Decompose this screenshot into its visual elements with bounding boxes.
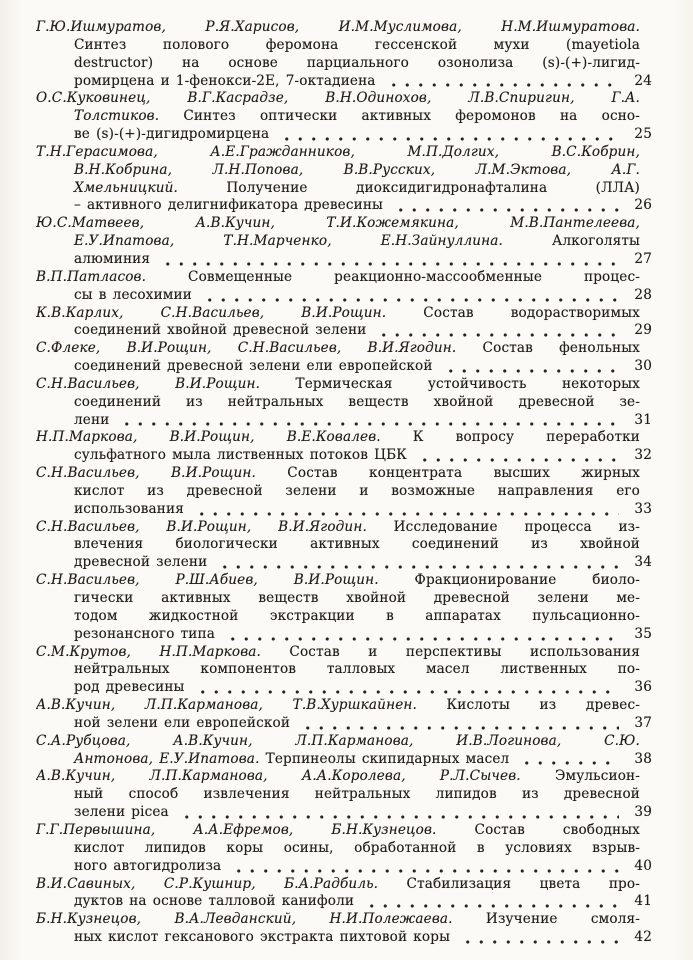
- toc-line: [36, 429, 652, 447]
- page-number: 24: [634, 72, 652, 89]
- toc-line-with-page: [36, 251, 652, 269]
- dot-leader: [194, 690, 620, 694]
- line-text: [74, 251, 150, 269]
- dot-leader: [442, 369, 619, 373]
- page-number: 37: [634, 714, 652, 731]
- toc-entry: [36, 376, 652, 430]
- title-text: Состав концентрата высших жирных: [255, 465, 640, 482]
- title-text: Состав свободных: [436, 821, 640, 838]
- title-text: Исследование процесса из-: [366, 518, 640, 535]
- dot-leader: [224, 637, 619, 641]
- toc-line: [36, 305, 652, 323]
- toc-line: [36, 108, 652, 126]
- authors-text: С.Н.Васильев, В.И.Рощин.: [36, 465, 256, 482]
- title-text: Синтез полового феромона гессенской мухи (mayetiola: [74, 36, 640, 53]
- line-text: [74, 840, 640, 856]
- page-number: 29: [634, 322, 652, 339]
- dot-leader: [230, 869, 619, 873]
- line-text: [36, 697, 640, 713]
- authors-text: Г.Г.Первышина, А.А.Ефремов, Б.Н.Кузнецов.: [36, 821, 437, 838]
- toc-entry: [36, 768, 652, 822]
- authors-text: Е.У.Ипатова, Т.Н.Марченко, Е.Н.Зайнуллина.: [74, 233, 503, 250]
- line-text: [74, 162, 640, 178]
- toc-entry: [36, 876, 652, 912]
- authors-text: Г.Ю.Ишмуратов, Р.Я.Харисов, И.М.Муслимова, Н.М.Ишмуратова.: [36, 19, 640, 35]
- toc-line: [36, 233, 652, 251]
- line-text: [74, 501, 184, 519]
- authors-text: Антонова, Е.У.Ипатова.: [74, 750, 260, 767]
- title-text: зелени picea: [74, 804, 169, 821]
- title-text: ных кислот гексанового экстракта пихтовой коры: [74, 929, 451, 946]
- line-text: [36, 876, 640, 892]
- line-text: [36, 519, 640, 535]
- toc-entry: [36, 269, 652, 305]
- line-text: [36, 429, 640, 445]
- toc-line: [36, 180, 652, 198]
- authors-text: С.А.Рубцова, А.В.Кучин, Л.П.Карманова, И.В.Логинова, С.Ю.: [36, 732, 640, 749]
- toc-line: [36, 911, 652, 929]
- line-text: [74, 447, 407, 465]
- toc-line-with-page: [36, 322, 652, 340]
- toc-line-with-page: [36, 751, 652, 769]
- title-text: Изучение смоля-: [452, 911, 640, 928]
- authors-text: Хмельницкий.: [74, 179, 178, 196]
- toc-entry: [36, 465, 652, 519]
- line-text: [36, 768, 640, 784]
- dot-leader: [118, 422, 619, 426]
- line-text: [36, 144, 640, 160]
- dot-leader: [159, 262, 619, 266]
- authors-text: О.С.Куковинец, В.Г.Касрадзе, В.Н.Одинохов, Л.В.Спиригин, Г.А.: [36, 90, 640, 107]
- toc-line-with-page: [36, 858, 652, 876]
- line-text: [74, 679, 185, 697]
- authors-text: С.Н.Васильев, В.И.Рощин.: [36, 375, 261, 392]
- toc-line: [36, 876, 652, 894]
- dot-leader: [216, 565, 619, 569]
- toc-entry: [36, 822, 652, 876]
- authors-text: Ю.С.Матвеев, А.В.Кучин, Т.И.Кожемякина, М.В.Пантелеева,: [36, 215, 640, 232]
- title-text: древесной зелени: [74, 554, 208, 571]
- line-text: [74, 590, 640, 606]
- line-text: [74, 322, 366, 340]
- title-text: лени: [74, 411, 110, 428]
- page-number: 38: [634, 750, 652, 767]
- toc-line-with-page: [36, 287, 652, 305]
- authors-text: А.В.Кучин, Л.П.Карманова, Т.В.Хуршкайнен.: [36, 697, 417, 714]
- toc-entry: [36, 697, 652, 733]
- page-number: 41: [634, 893, 652, 910]
- toc-line-with-page: [36, 804, 652, 822]
- title-text: алюминия: [74, 250, 151, 267]
- title-text: Совмещенные реакционно-массообменные процес-: [146, 268, 640, 285]
- authors-text: С.М.Крутов, Н.П.Маркова.: [36, 643, 261, 660]
- title-text: Получение диоксидигидронафталина (ЛЛА): [178, 179, 640, 196]
- toc-line: [36, 55, 652, 73]
- line-text: [36, 340, 640, 356]
- page-number: 35: [634, 625, 652, 642]
- title-text: Термическая устойчивость некоторых: [260, 375, 640, 392]
- toc-line: [36, 465, 652, 483]
- line-text: [74, 412, 109, 430]
- line-text: [74, 233, 640, 249]
- line-text: [74, 73, 376, 91]
- dot-leader: [299, 726, 619, 730]
- toc-line: [36, 768, 652, 786]
- line-text: [36, 644, 640, 660]
- title-text: К вопросу переработки: [380, 429, 640, 446]
- line-text: [74, 804, 169, 822]
- title-text: destructor) на основе парциального озонолиза (s)-(+)-лигид-: [74, 54, 640, 71]
- page-number: 26: [634, 197, 652, 214]
- toc-line: [36, 644, 652, 662]
- title-text: Алкоголяты: [503, 233, 641, 250]
- toc-list: [36, 19, 652, 947]
- title-text: кислот из древесной зелени и возможные направления его: [74, 482, 640, 499]
- dot-leader: [201, 298, 619, 302]
- dot-leader: [363, 904, 619, 908]
- toc-line: [36, 19, 652, 37]
- toc-line: [36, 840, 652, 858]
- line-text: [74, 554, 207, 572]
- page-number: 32: [634, 447, 652, 464]
- title-text: Терпинеолы скипидарных масел: [259, 750, 510, 767]
- authors-text: С.Флеке, В.И.Рощин, С.Н.Васильев, В.И.Ягодин.: [36, 340, 457, 357]
- title-text: Синтез оптически активных феромонов на осно-: [159, 108, 640, 125]
- toc-line-with-page: [36, 447, 652, 465]
- toc-line: [36, 483, 652, 501]
- line-text: [36, 90, 640, 106]
- title-text: Состав фенольных: [456, 340, 640, 357]
- line-text: [36, 465, 640, 481]
- title-text: Фракционирование биоло-: [378, 572, 640, 589]
- title-text: соединений древесной зелени ели европейской: [74, 358, 433, 375]
- title-text: род древесины: [74, 679, 185, 696]
- title-text: Стабилизация цвета про-: [378, 875, 640, 892]
- toc-entry: [36, 305, 652, 341]
- toc-line: [36, 340, 652, 358]
- toc-line: [36, 519, 652, 537]
- line-text: [74, 858, 221, 876]
- line-text: [74, 394, 640, 410]
- line-text: [36, 19, 640, 35]
- authors-text: К.В.Карлих, С.Н.Васильев, В.И.Рощин.: [36, 304, 387, 321]
- page-number: 42: [634, 929, 652, 946]
- dot-leader: [193, 512, 619, 516]
- authors-text: С.Н.Васильев, Р.Ш.Абиев, В.И.Рощин.: [36, 572, 379, 589]
- toc-line-with-page: [36, 501, 652, 519]
- title-text: использования: [74, 500, 184, 517]
- title-text: Эмульсион-: [520, 768, 640, 785]
- line-text: [36, 269, 640, 285]
- toc-entry: [36, 519, 652, 573]
- title-text: ного автогидролиза: [74, 857, 222, 874]
- toc-line-with-page: [36, 626, 652, 644]
- line-text: [74, 626, 215, 644]
- authors-text: В.Н.Кобрина, Л.Н.Попова, В.В.Русских, Л.М.Эктова, А.Г.: [74, 161, 640, 178]
- page-number: 31: [634, 411, 652, 428]
- line-text: [74, 197, 383, 215]
- toc-entry: [36, 90, 652, 144]
- toc-line-with-page: [36, 126, 652, 144]
- toc-entry: [36, 733, 652, 769]
- line-text: [36, 215, 640, 231]
- line-text: [74, 661, 640, 677]
- page-number: 30: [634, 358, 652, 375]
- page-number: 39: [634, 804, 652, 821]
- line-text: [74, 37, 640, 53]
- line-text: [74, 180, 640, 196]
- dot-leader: [459, 940, 619, 944]
- dot-leader: [416, 458, 619, 462]
- title-text: Состав водорастворимых: [386, 304, 640, 321]
- toc-line: [36, 786, 652, 804]
- dot-leader: [178, 815, 619, 819]
- toc-line-with-page: [36, 358, 652, 376]
- dot-leader: [385, 83, 619, 87]
- toc-entry: [36, 340, 652, 376]
- toc-line: [36, 394, 652, 412]
- toc-line-with-page: [36, 893, 652, 911]
- toc-entry: [36, 19, 652, 90]
- toc-line: [36, 572, 652, 590]
- toc-line-with-page: [36, 73, 652, 91]
- line-text: [74, 126, 269, 144]
- authors-text: Б.Н.Кузнецов, В.А.Левданский, Н.И.Полежаева.: [36, 911, 453, 928]
- toc-line: [36, 661, 652, 679]
- title-text: резонансного типа: [74, 625, 215, 642]
- title-text: тодом жидкостной экстракции в аппаратах пульсационно-: [74, 607, 640, 624]
- toc-entry: [36, 429, 652, 465]
- dot-leader: [278, 137, 619, 141]
- authors-text: С.Н.Васильев, В.И.Рощин, В.И.Ягодин.: [36, 518, 367, 535]
- toc-entry: [36, 911, 652, 947]
- page-number: 25: [634, 126, 652, 143]
- toc-line-with-page: [36, 679, 652, 697]
- toc-line: [36, 162, 652, 180]
- toc-entry: [36, 644, 652, 698]
- toc-entry: [36, 144, 652, 215]
- title-text: – активного делигнификатора древесины: [74, 197, 384, 214]
- toc-line: [36, 733, 652, 751]
- title-text: гически активных веществ хвойной древесной зелени ме-: [74, 590, 640, 606]
- line-text: [74, 536, 640, 552]
- line-text: [74, 715, 290, 733]
- page-number: 40: [634, 857, 652, 874]
- toc-line-with-page: [36, 715, 652, 733]
- toc-entry: [36, 572, 652, 643]
- line-text: [74, 287, 192, 305]
- toc-line-with-page: [36, 197, 652, 215]
- title-text: сы в лесохимии: [74, 286, 192, 303]
- dot-leader: [518, 761, 619, 765]
- toc-line-with-page: [36, 412, 652, 430]
- line-text: [36, 822, 640, 838]
- toc-line-with-page: [36, 929, 652, 947]
- line-text: [74, 608, 640, 624]
- line-text: [36, 376, 640, 392]
- authors-text: А.В.Кучин, Л.П.Карманова, А.А.Королева, Р.Л.Сычев.: [36, 768, 521, 785]
- toc-line: [36, 590, 652, 608]
- line-text: [74, 893, 354, 911]
- line-text: [36, 305, 640, 321]
- line-text: [74, 751, 509, 769]
- line-text: [74, 483, 640, 499]
- title-text: Кислоты из древес-: [416, 697, 640, 714]
- dot-leader: [392, 208, 619, 212]
- authors-text: В.П.Патласов.: [36, 268, 147, 285]
- line-text: [74, 358, 433, 376]
- line-text: [36, 733, 640, 749]
- line-text: [74, 786, 640, 802]
- title-text: влечения биологически активных соединений из хвойной: [74, 536, 640, 553]
- page-number: 34: [634, 554, 652, 571]
- title-text: Состав и перспективы использования: [260, 643, 640, 660]
- toc-line: [36, 37, 652, 55]
- toc-line: [36, 90, 652, 108]
- line-text: [74, 55, 640, 71]
- toc-line: [36, 144, 652, 162]
- page-number: 28: [634, 286, 652, 303]
- toc-line: [36, 376, 652, 394]
- page-number: 33: [634, 500, 652, 517]
- toc-line: [36, 269, 652, 287]
- title-text: ный способ извлечения нейтральных липидов из древесной: [74, 786, 640, 803]
- line-text: [36, 911, 640, 927]
- toc-line: [36, 608, 652, 626]
- title-text: соединений из нейтральных веществ хвойной древесной зе-: [74, 393, 640, 410]
- dot-leader: [375, 333, 619, 337]
- line-text: [74, 929, 450, 947]
- title-text: соединений хвойной древесной зелени: [74, 322, 367, 339]
- toc-entry: [36, 215, 652, 269]
- page-number: 36: [634, 679, 652, 696]
- title-text: кислот липидов коры осины, обработанной в условиях взрыв-: [74, 839, 640, 856]
- toc-line: [36, 215, 652, 233]
- title-text: сульфатного мыла лиственных потоков ЦБК: [74, 447, 407, 464]
- authors-text: Н.П.Маркова, В.И.Рощин, В.Е.Ковалев.: [36, 429, 381, 446]
- line-text: [36, 572, 640, 588]
- toc-line: [36, 536, 652, 554]
- title-text: нейтральных компонентов талловых масел лиственных по-: [74, 661, 640, 678]
- line-text: [74, 108, 640, 124]
- title-text: ве (s)-(+)-дигидромирцена: [74, 126, 270, 143]
- title-text: ромирцена и 1-фенокси-2Е, 7-октадиена: [74, 72, 376, 89]
- title-text: ной зелени ели европейской: [74, 714, 291, 731]
- authors-text: Толстиков.: [74, 108, 160, 125]
- authors-text: Т.Н.Герасимова, А.Е.Гражданников, М.П.Долгих, В.С.Кобрин,: [36, 143, 640, 160]
- title-text: дуктов на основе талловой канифоли: [74, 893, 355, 910]
- toc-line: [36, 822, 652, 840]
- toc-line: [36, 697, 652, 715]
- authors-text: В.И.Савиных, С.Р.Кушнир, Б.А.Радбиль.: [36, 875, 379, 892]
- toc-line-with-page: [36, 554, 652, 572]
- page-number: 27: [634, 250, 652, 267]
